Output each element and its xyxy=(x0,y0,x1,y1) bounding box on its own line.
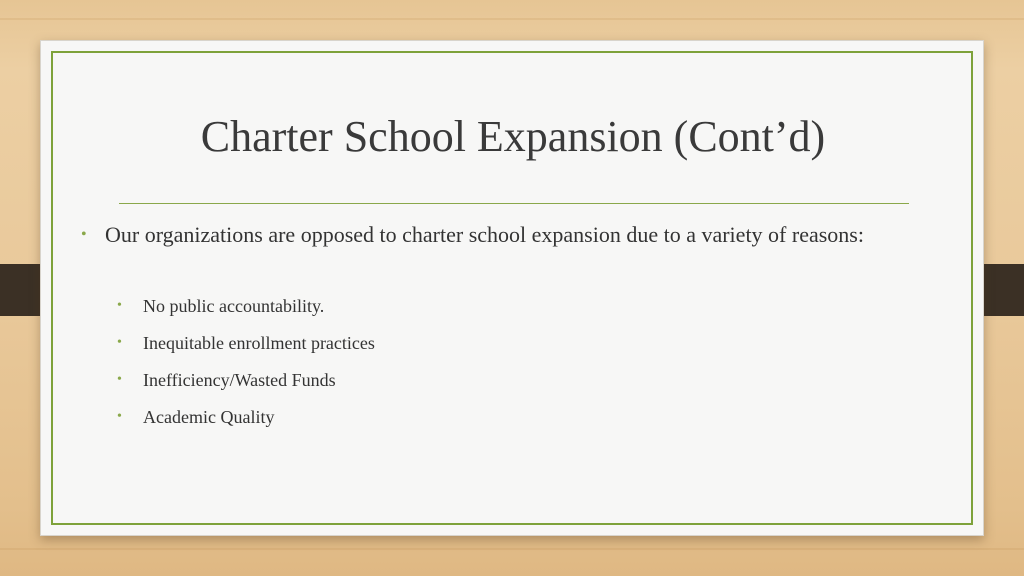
bullet-dot-icon: • xyxy=(117,409,122,424)
sub-bullet xyxy=(117,367,843,404)
sub-bullet xyxy=(117,404,843,441)
sub-bullet-text: Inequitable enrollment practices xyxy=(143,333,375,353)
main-bullet xyxy=(81,219,905,250)
bullet-dot-icon: • xyxy=(117,372,122,387)
sub-bullet xyxy=(117,293,843,330)
slide-card xyxy=(40,40,984,536)
sub-bullet-text: No public accountability. xyxy=(143,296,325,316)
sub-bullet-list xyxy=(117,293,843,441)
wood-grain xyxy=(0,18,1024,20)
sub-bullet-text: Academic Quality xyxy=(143,407,275,427)
bullet-dot-icon: • xyxy=(81,226,87,243)
wood-grain xyxy=(0,548,1024,550)
sub-bullet xyxy=(117,330,843,367)
bullet-dot-icon: • xyxy=(117,335,122,350)
bullet-dot-icon: • xyxy=(117,298,122,313)
title-divider xyxy=(119,203,909,204)
main-bullet-text: Our organizations are opposed to charter school expansion due to a variety of reasons: xyxy=(105,222,864,247)
slide-title: Charter School Expansion (Cont’d) xyxy=(200,112,826,161)
sub-bullet-text: Inefficiency/Wasted Funds xyxy=(143,370,336,390)
